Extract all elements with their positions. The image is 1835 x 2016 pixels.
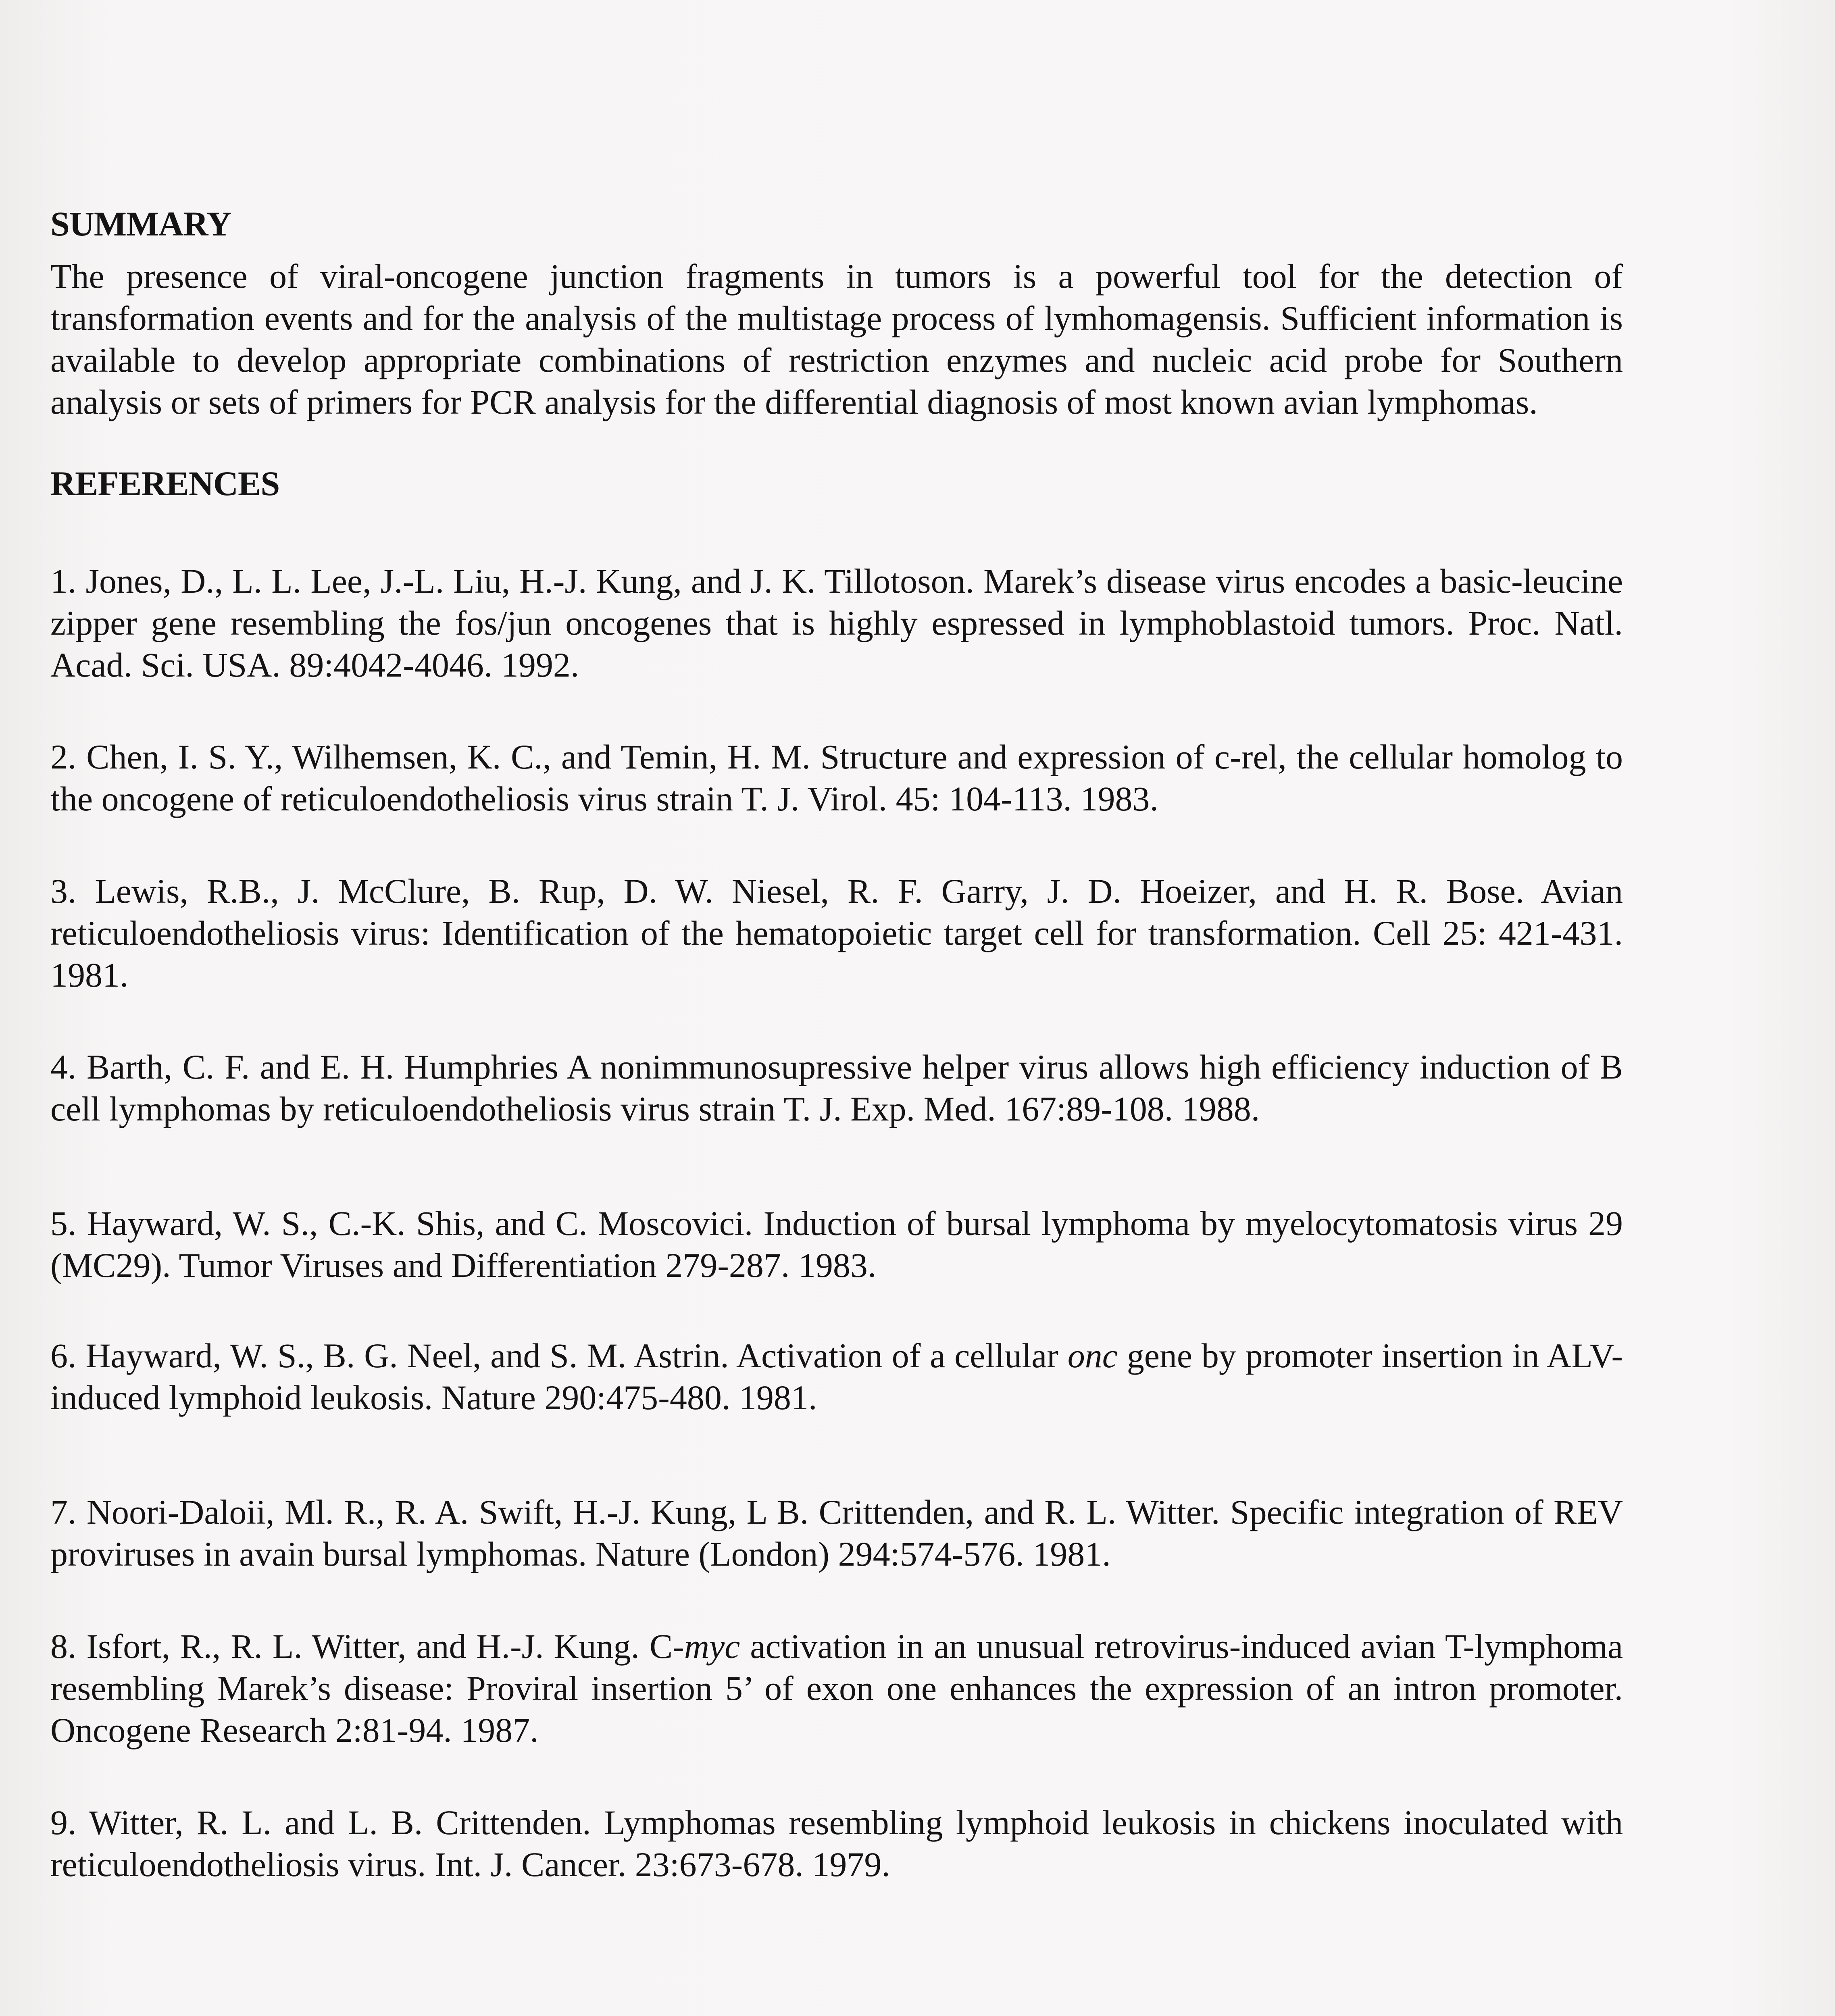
reference-number: 2. [50,737,77,776]
reference-text-after: activation in an unusual retrovirus-induced avian T-lymphoma resembling Marek’s disease: Proviral insertion 5’ of exon one enhances the expression of an intron promoter. Oncogene Research 2:81-94. 1987. [50,1627,1623,1749]
reference-text: Jones, D., L. L. Lee, J.-L. Liu, H.-J. Kung, and J. K. Tillotoson. Marek’s disease virus encodes a basic-leucine zipper gene resembling the fos/jun oncogenes that is highly espressed in lymphoblastoid tumors. Proc. Natl. Acad. Sci. USA. 89:4042-4046. 1992. [50,562,1623,684]
reference-text-before: Isfort, R., R. L. Witter, and H.-J. Kung. C- [86,1627,684,1666]
reference-item-9 [50,1801,1623,1885]
reference-text: Witter, R. L. and L. B. Crittenden. Lymphomas resembling lymphoid leukosis in chickens inoculated with reticuloendotheliosis virus. Int. J. Cancer. 23:673-678. 1979. [50,1803,1623,1884]
summary-heading: SUMMARY [50,204,231,243]
reference-number: 4. [50,1048,77,1086]
reference-text: Lewis, R.B., J. McClure, B. Rup, D. W. Niesel, R. F. Garry, J. D. Hoeizer, and H. R. Bose. Avian reticuloendotheliosis virus: Identification of the hematopoietic target cell for transformation. Cell 25: 421-431. 1981. [50,872,1623,994]
reference-item-3 [50,870,1623,996]
reference-text: Chen, I. S. Y., Wilhemsen, K. C., and Temin, H. M. Structure and expression of c-rel, the cellular homolog to the oncogene of reticuloendotheliosis virus strain T. J. Virol. 45: 104-113. 1983. [50,737,1623,818]
reference-item-2 [50,736,1623,820]
reference-item-1 [50,560,1623,686]
reference-item-5 [50,1202,1623,1286]
summary-paragraph: The presence of viral-oncogene junction fragments in tumors is a powerful tool for the detection of transformation events and for the analysis of the multistage process of lymhomagensis. Sufficient information is available to develop appropriate combinations of restriction enzymes and nucleic acid probe for Southern analysis or sets of primers for PCR analysis for the differential diagnosis of most known avian lymphomas. [50,257,1623,421]
reference-number: 6. [50,1336,77,1375]
references-heading: REFERENCES [50,464,280,503]
reference-item-8 [50,1625,1623,1751]
reference-text-before: Hayward, W. S., B. G. Neel, and S. M. Astrin. Activation of a cellular [85,1336,1068,1375]
reference-number: 3. [50,872,77,910]
reference-number: 7. [50,1493,77,1531]
reference-italic-term: myc [684,1627,740,1666]
reference-item-7 [50,1491,1623,1575]
reference-number: 8. [50,1627,77,1666]
reference-text-after: gene by promoter insertion in ALV-induced lymphoid leukosis. Nature 290:475-480. 1981. [50,1336,1623,1417]
reference-number: 1. [50,562,77,600]
reference-number: 9. [50,1803,77,1842]
page-content [50,204,1623,1885]
reference-item-4 [50,1046,1623,1130]
reference-number: 5. [50,1204,77,1243]
reference-text: Hayward, W. S., C.-K. Shis, and C. Moscovici. Induction of bursal lymphoma by myelocytomatosis virus 29 (MC29). Tumor Viruses and Differentiation 279-287. 1983. [50,1204,1623,1285]
reference-item-6 [50,1335,1623,1418]
reference-text: Noori-Daloii, Ml. R., R. A. Swift, H.-J. Kung, L B. Crittenden, and R. L. Witter. Specific integration of REV proviruses in avain bursal lymphomas. Nature (London) 294:574-576. 1981. [50,1493,1623,1573]
reference-italic-term: onc [1067,1336,1118,1375]
reference-text: Barth, C. F. and E. H. Humphries A nonimmunosupressive helper virus allows high efficiency induction of B cell lymphomas by reticuloendotheliosis virus strain T. J. Exp. Med. 167:89-108. 1988. [50,1048,1623,1128]
